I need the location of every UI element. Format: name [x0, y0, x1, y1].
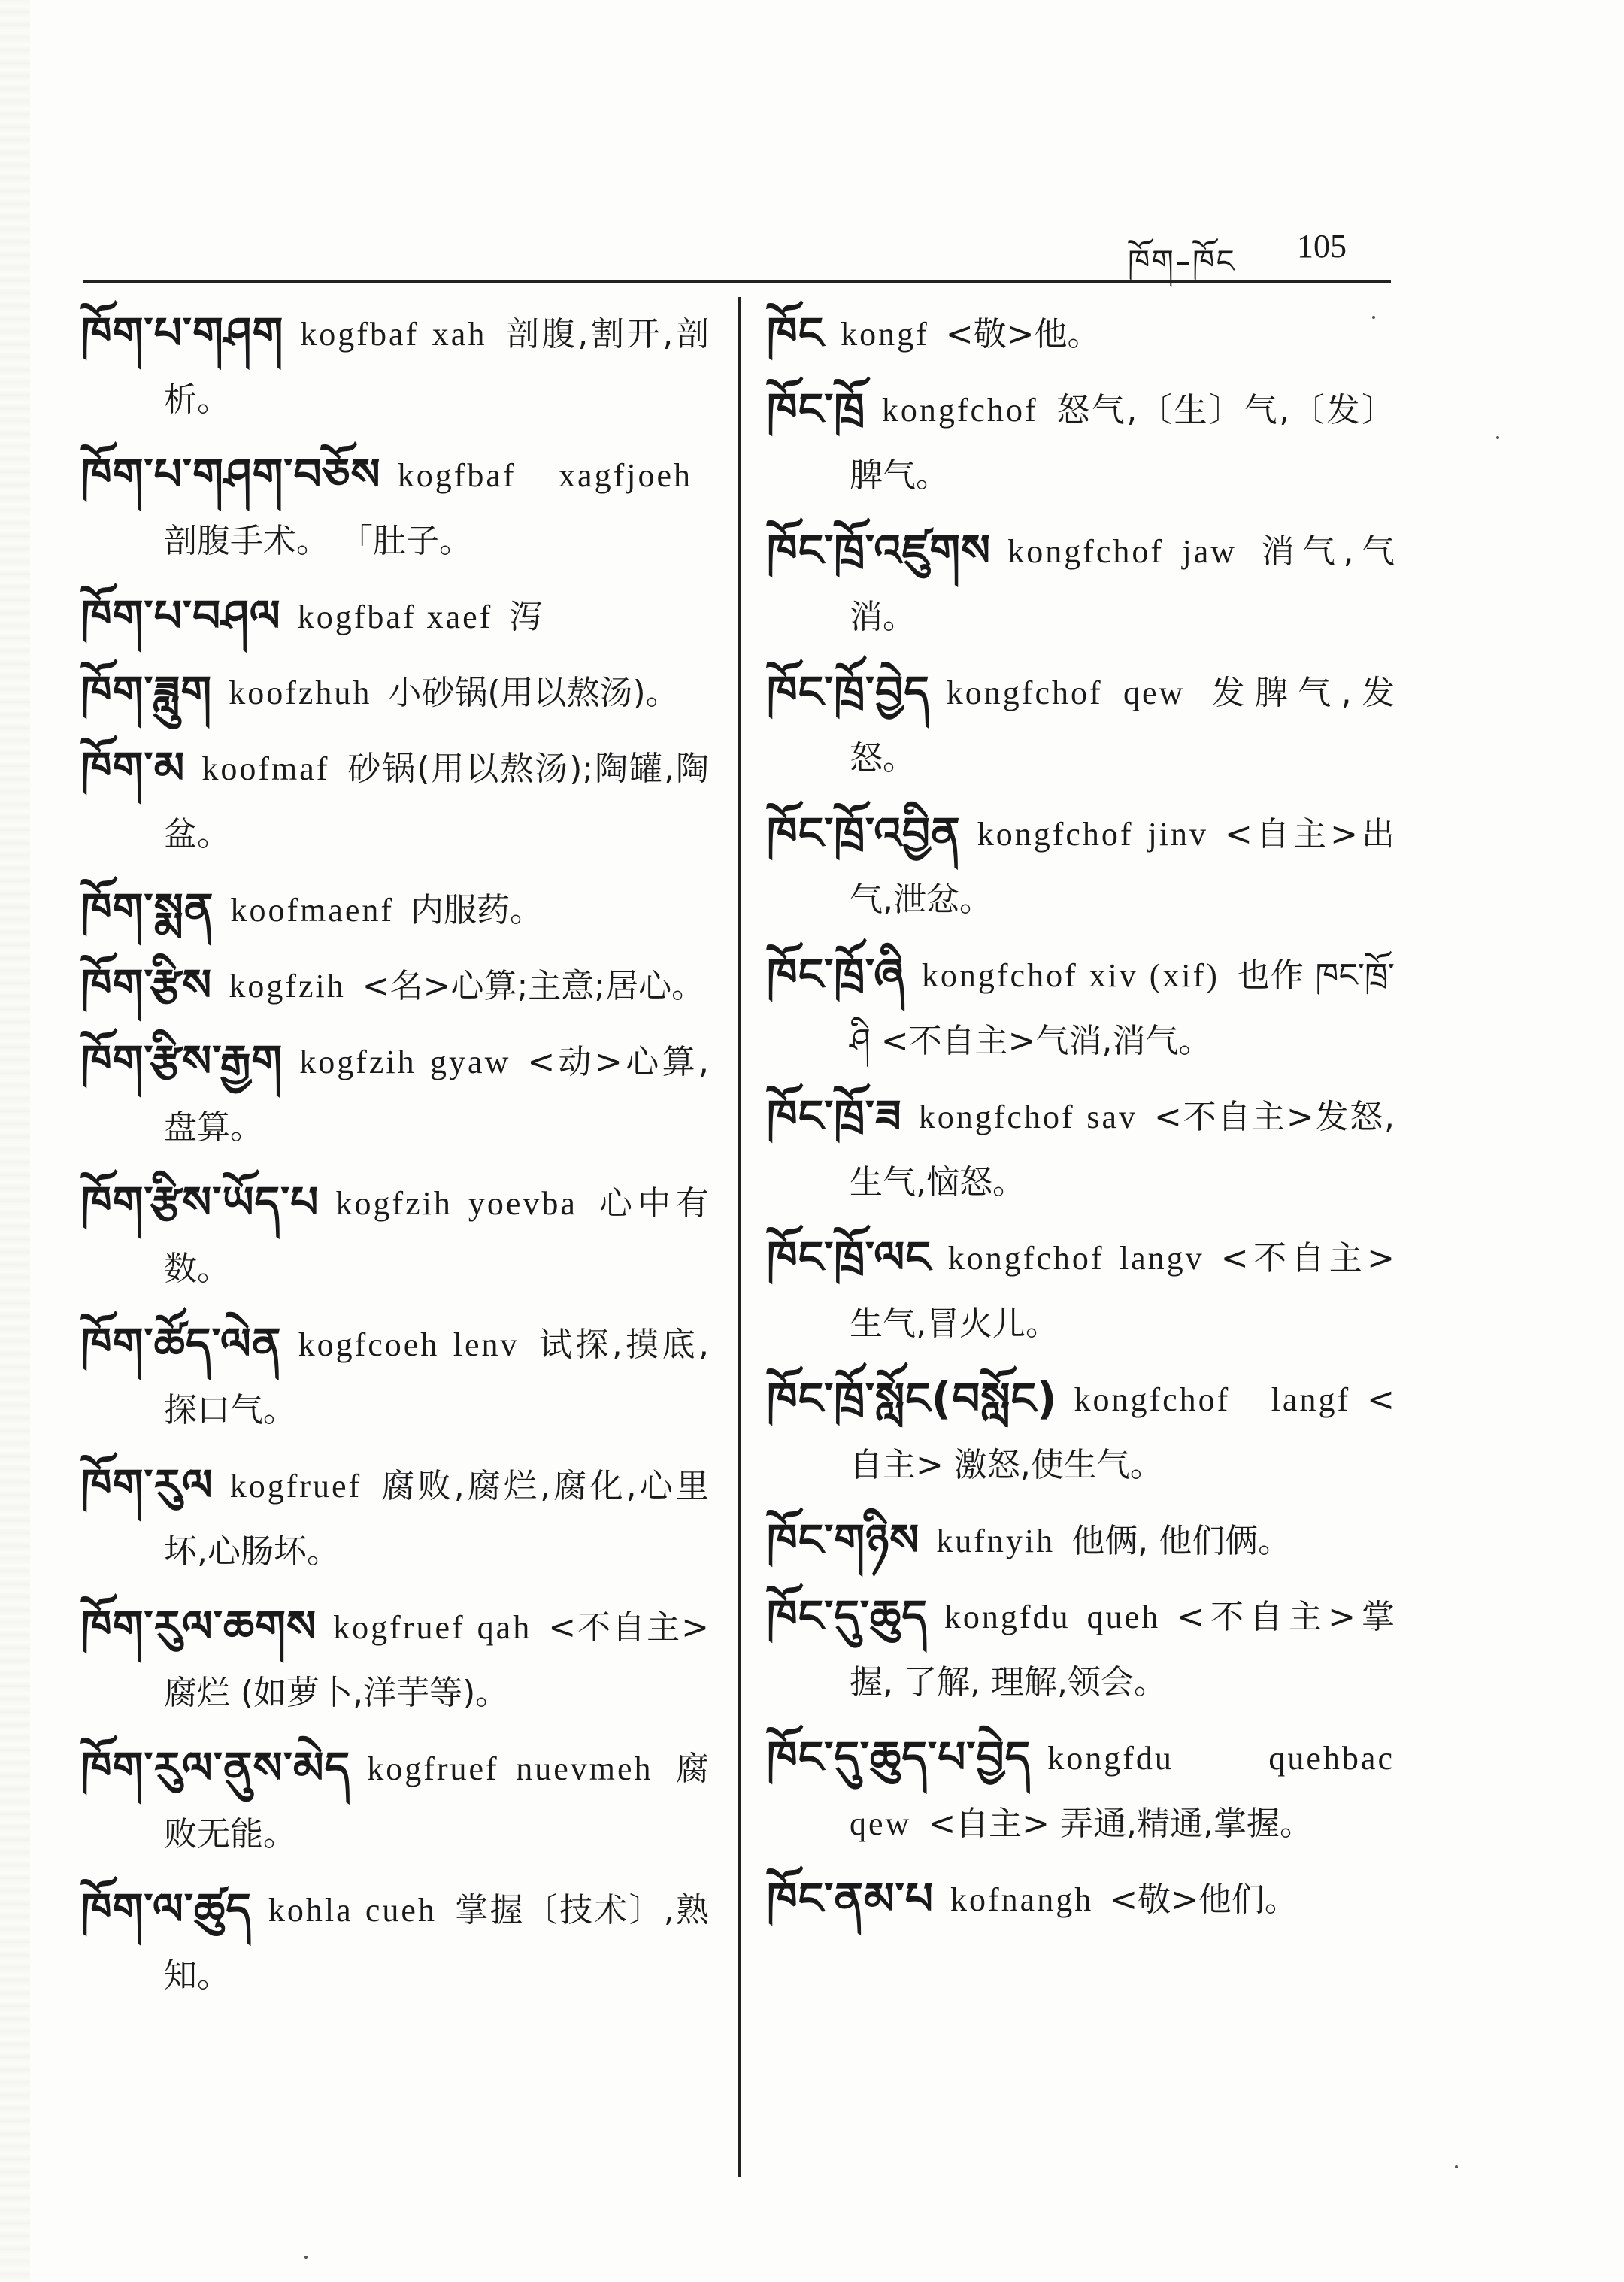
entry-headword: ཁོང [767, 308, 825, 359]
entry-definition: 泻 [509, 598, 543, 636]
entry-romanization: kogfruef nuevmeh [367, 1750, 653, 1787]
dictionary-entry [767, 1225, 1395, 1356]
right-column [767, 301, 1395, 1942]
entry-headword: ཁོག་པ་གཤག་བཅོས [81, 449, 381, 500]
entry-romanization: kongfchof langv [947, 1240, 1204, 1277]
dictionary-entry [767, 1725, 1395, 1856]
entry-definition: 心中有数。 [164, 1184, 710, 1288]
entry-headword: ཁོང་ཁྲོ [767, 383, 865, 435]
entry-definition: <敬>他们。 [1110, 1880, 1298, 1919]
dictionary-entry [767, 659, 1395, 791]
entry-definition: <不自主>生气,冒火儿。 [850, 1239, 1395, 1343]
entry-headword: ཁོང་ཁྲོ་ཟ [767, 1090, 902, 1141]
dictionary-entry [81, 1594, 709, 1726]
entry-definition: <自主> 弄通,精通,掌握。 [928, 1805, 1313, 1843]
entry-definition: 怒气,〔生〕气,〔发〕脾气。 [850, 391, 1395, 495]
entry-definition: <自主>出气,泄忿。 [850, 815, 1395, 919]
header-guide-words: ཁོག–ཁོང [1128, 243, 1236, 280]
entry-headword: ཁོག་རུལ་ཆགས [81, 1601, 317, 1652]
entry-definition: 小砂锅(用以熬汤)。 [388, 674, 679, 712]
entry-romanization: kogfbaf xah [300, 316, 487, 353]
entry-definition: 腐败无能。 [164, 1750, 709, 1853]
entry-romanization: kogfbaf xagfjoeh [397, 457, 692, 494]
entry-definition: 内服药。 [411, 891, 544, 929]
entry-romanization: kogfzih gyaw [299, 1044, 511, 1080]
dictionary-entry [81, 953, 709, 1019]
dictionary-entry [81, 1311, 709, 1443]
dictionary-entry [81, 442, 709, 574]
entry-romanization: kongfchof qew [946, 674, 1186, 711]
print-speck [1496, 436, 1499, 439]
dictionary-entry [81, 1453, 709, 1584]
page-number: 105 [1297, 228, 1347, 265]
entry-romanization: kogfruef [229, 1468, 362, 1505]
entry-headword: ཁོག་རྩིས་ཡོད་པ [81, 1177, 320, 1228]
entry-headword: ཁོག་རྩིས [81, 959, 213, 1011]
dictionary-entry [767, 1583, 1395, 1715]
entry-definition: 消气,气消。 [850, 532, 1395, 636]
entry-headword: ཁོང་ནམ་པ [767, 1873, 935, 1924]
entry-definition: 试探,摸底,探口气。 [164, 1326, 709, 1429]
entry-definition: <敬>他。 [945, 315, 1101, 353]
print-speck [1372, 316, 1375, 319]
entry-definition: <不自主> 腐烂 (如萝卜,洋芋等)。 [164, 1608, 710, 1712]
entry-definition: <不自主>发怒,生气,恼怒。 [850, 1098, 1395, 1202]
entry-definition: <名>心算;主意;居心。 [362, 967, 705, 1005]
entry-romanization: kogfzih [229, 968, 346, 1005]
dictionary-entry [81, 1029, 709, 1160]
entry-romanization: kofnangh [950, 1881, 1094, 1918]
entry-headword: ཁོག་ལ་ཚུད [81, 1883, 252, 1935]
dictionary-entry [81, 735, 709, 867]
entry-romanization: kogfruef qah [333, 1609, 532, 1646]
entry-romanization: kogfcoeh lenv [298, 1326, 520, 1363]
dictionary-entry [767, 1083, 1395, 1215]
dictionary-entry [767, 1366, 1395, 1498]
entry-romanization: kongfdu queh [944, 1599, 1161, 1635]
entry-headword: ཁོག་ཟླུག [81, 666, 213, 717]
dictionary-entry [767, 1866, 1395, 1932]
left-column [81, 301, 709, 2018]
dictionary-entry [81, 877, 709, 943]
dictionary-entry [767, 942, 1395, 1074]
entry-headword: ཁོང་ཁྲོ་བྱེད [767, 666, 930, 717]
entry-definition: 也作 ཁང་ཁྲོ་ཤི <不自主>气消,消气。 [850, 956, 1395, 1060]
entry-definition: <不自主>掌握, 了解, 理解,领会。 [850, 1598, 1395, 1702]
entry-romanization: kongfchof xiv (xif) [921, 957, 1220, 994]
scan-edge [0, 0, 30, 2282]
dictionary-entry [81, 301, 709, 432]
entry-headword: ཁོང་ཁྲོ་འཛུགས [767, 525, 992, 576]
entry-romanization: kogfbaf xaef [297, 599, 493, 635]
dictionary-entry [767, 301, 1395, 367]
entry-romanization: kongfdu quehbac qew [850, 1740, 1395, 1842]
entry-headword: ཁོང་ཁྲོ་འབྱིན [767, 808, 961, 859]
entry-headword: ཁོང་ཁྲོ་ལང [767, 1232, 932, 1283]
entry-romanization: koofmaenf [230, 892, 395, 929]
entry-definition: 发脾气,发怒。 [850, 674, 1395, 777]
entry-romanization: kufnyih [936, 1523, 1056, 1559]
entry-romanization: kongfchof jinv [977, 816, 1209, 853]
header-rule [83, 280, 1391, 283]
entry-definition: <自主> 激怒,使生气。 [850, 1380, 1395, 1484]
entry-headword: ཁོག་རུལ་ནུས་མེད [81, 1742, 351, 1793]
entry-headword: ཁོག་ཚོད་ལེན [81, 1318, 282, 1369]
entry-headword: ཁོང་དུ་ཆུད་པ་བྱེད [767, 1732, 1032, 1783]
dictionary-entry [81, 1170, 709, 1302]
entry-headword: ཁོག་རྩིས་རྒྱག [81, 1035, 283, 1086]
dictionary-entry [81, 1877, 709, 2008]
entry-headword: ཁོང་གཉིས [767, 1514, 920, 1565]
entry-definition: 剖腹,割开,剖析。 [164, 315, 709, 419]
entry-headword: ཁོག་པ་གཤག [81, 308, 284, 359]
entry-definition: <动>心算,盘算。 [164, 1043, 709, 1147]
entry-romanization: kongfchof jaw [1007, 533, 1238, 570]
dictionary-entry [767, 1508, 1395, 1574]
entry-definition: 掌握〔技术〕,熟知。 [164, 1891, 709, 1995]
entry-definition: 剖腹手术。 「肚子。 [164, 522, 472, 560]
dictionary-entry [767, 518, 1395, 650]
entry-headword: ཁོག་མ [81, 742, 186, 793]
entry-romanization: kongfchof langf [1074, 1381, 1351, 1418]
dictionary-entry [767, 801, 1395, 932]
entry-headword: ཁོང་ཁྲོ་སློང(བསློང) [767, 1373, 1058, 1424]
entry-romanization: kongf [841, 316, 929, 353]
entry-definition: 他俩, 他们俩。 [1071, 1522, 1292, 1560]
entry-romanization: koofmaf [201, 750, 330, 787]
dictionary-entry [767, 377, 1395, 508]
column-divider [738, 297, 741, 2177]
entry-romanization: kogfzih yoevba [335, 1185, 577, 1222]
print-speck [304, 2256, 308, 2259]
entry-definition: 腐败,腐烂,腐化,心里坏,心肠坏。 [164, 1467, 709, 1571]
entry-romanization: kongfchof sav [918, 1099, 1138, 1135]
entry-headword: ཁོང་དུ་ཆུད [767, 1590, 928, 1641]
entry-romanization: koofzhuh [229, 674, 372, 711]
dictionary-entry [81, 583, 709, 650]
entry-headword: ཁོག་སྨན [81, 883, 214, 935]
dictionary-entry [81, 659, 709, 726]
dictionary-entry [81, 1735, 709, 1867]
entry-headword: ཁོང་ཁྲོ་ཞི [767, 949, 905, 1000]
entry-romanization: kohla cueh [268, 1892, 437, 1929]
entry-romanization: kongfchof [881, 392, 1038, 429]
entry-definition: 砂锅(用以熬汤);陶罐,陶盆。 [164, 750, 709, 853]
print-speck [1455, 2165, 1458, 2168]
entry-headword: ཁོག་པ་བཤལ [81, 590, 281, 641]
entry-headword: ཁོག་རུལ [81, 1459, 214, 1511]
